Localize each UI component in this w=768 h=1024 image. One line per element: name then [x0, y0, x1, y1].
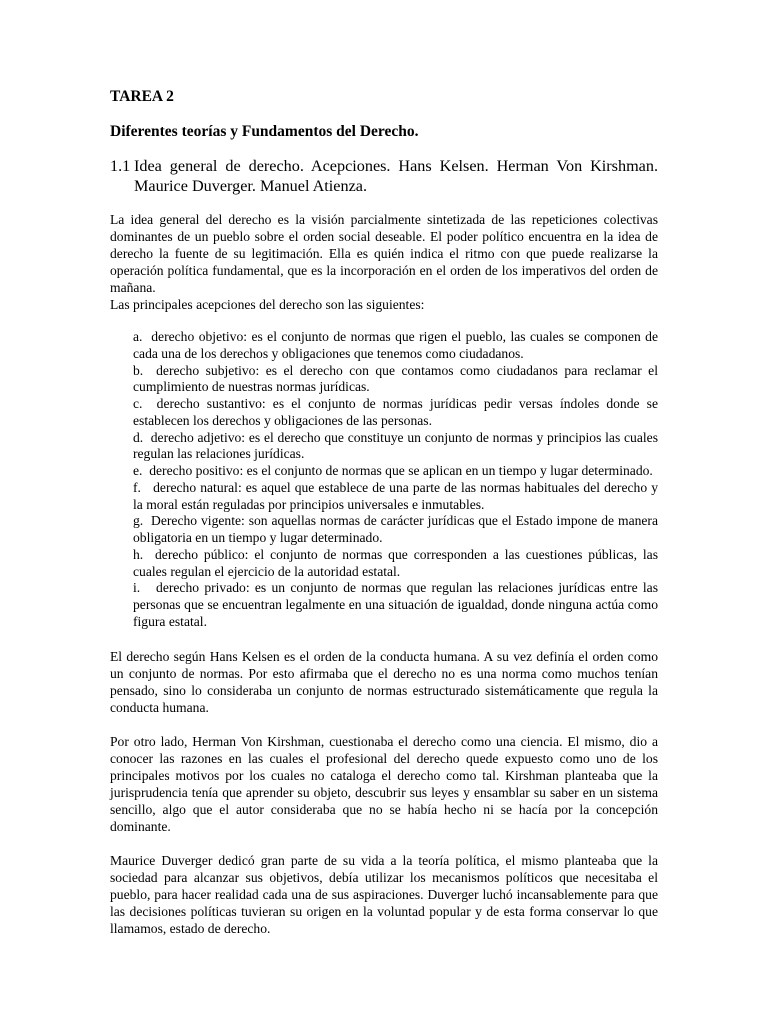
- kelsen-paragraph: El derecho según Hans Kelsen es el orden de la conducta humana. A su vez definía el orden como un conjunto de normas. Por esto afirmaba que el derecho no es una norma como muchos tenían pensado, sino lo consideraba un conjunto de normas estructurado sistemáticamente que regula la conducta humana.: [110, 648, 658, 715]
- list-item: i. derecho privado: es un conjunto de normas que regulan las relaciones jurídicas entre las personas que se encuentran legalmente en una situación de igualdad, donde ninguna actúa como figura estatal.: [133, 580, 658, 629]
- list-item: e. derecho positivo: es el conjunto de normas que se aplican en un tiempo y lugar determinado.: [133, 463, 653, 478]
- list-intro: Las principales acepciones del derecho son las siguientes:: [110, 297, 425, 312]
- intro-block: [110, 211, 658, 313]
- definitions-list: [133, 329, 658, 631]
- document-title: Diferentes teorías y Fundamentos del Derecho.: [110, 123, 419, 140]
- duverger-paragraph: Maurice Duverger dedicó gran parte de su vida a la teoría política, el mismo planteaba que la sociedad para alcanzar sus objetivos, debía utilizar los mecanismos políticos que necesitaba el pueblo, para hacer realidad cada una de sus aspiraciones. Duverger luchó incansablemente para que las decisiones políticas tuvieran su origen en la voluntad popular y de esta forma conservar lo que llamamos, estado de derecho.: [110, 852, 658, 936]
- list-item: a. derecho objetivo: es el conjunto de normas que rigen el pueblo, las cuales se componen de cada una de los derechos y obligaciones que tenemos como ciudadanos.: [133, 329, 658, 361]
- list-item: d. derecho adjetivo: es el derecho que constituye un conjunto de normas y principios las cuales regulan las relaciones jurídicas.: [133, 429, 658, 462]
- intro-paragraph: La idea general del derecho es la visión parcialmente sintetizada de las repeticiones colectivas dominantes de un pueblo sobre el orden social deseable. El poder político encuentra en la idea de derecho la fuente de su legitimación. Ella es quién indica el ritmo con que puede realizarse la operación política fundamental, que es la incorporación en el orden de los imperativos del orden de mañana.: [110, 212, 658, 295]
- list-item: h. derecho público: el conjunto de normas que corresponden a las cuestiones públicas, las cuales regulan el ejercicio de la autoridad estatal.: [133, 546, 658, 579]
- list-item: g. Derecho vigente: son aquellas normas de carácter jurídicas que el Estado impone de manera obligatoria en un tiempo y lugar determinado.: [133, 513, 658, 545]
- kirshman-paragraph: Por otro lado, Herman Von Kirshman, cuestionaba el derecho como una ciencia. El mismo, dio a conocer las razones en las cuales el profesional del derecho quede expuesto como uno de los principales motivos por los cuales no cataloga el derecho como tal. Kirshman planteaba que la jurisprudencia tenía que aprender su objeto, descubrir sus leyes y ensamblar su saber en un sistema sencillo, algo que el autor consideraba que no se había hecho ni se hacía por la concepción dominante.: [110, 733, 658, 834]
- section-heading-text: Idea general de derecho. Acepciones. Hans Kelsen. Herman Von Kirshman. Maurice Duverger. Manuel Atienza.: [134, 157, 658, 195]
- section-number: 1.1: [110, 157, 131, 175]
- section-heading: [110, 156, 658, 196]
- list-item: c. derecho sustantivo: es el conjunto de normas jurídicas pedir versas índoles donde se establecen los derechos y obligaciones de las personas.: [133, 396, 658, 428]
- list-item: b. derecho subjetivo: es el derecho con que contamos como ciudadanos para reclamar el cumplimiento de nuestras normas jurídicas.: [133, 362, 658, 395]
- task-title: TAREA 2: [110, 88, 174, 105]
- document-page: [110, 88, 658, 937]
- list-item: f. derecho natural: es aquel que establece de una parte de las normas habituales del derecho y la moral están reguladas por principios universales e inmutables.: [133, 479, 658, 512]
